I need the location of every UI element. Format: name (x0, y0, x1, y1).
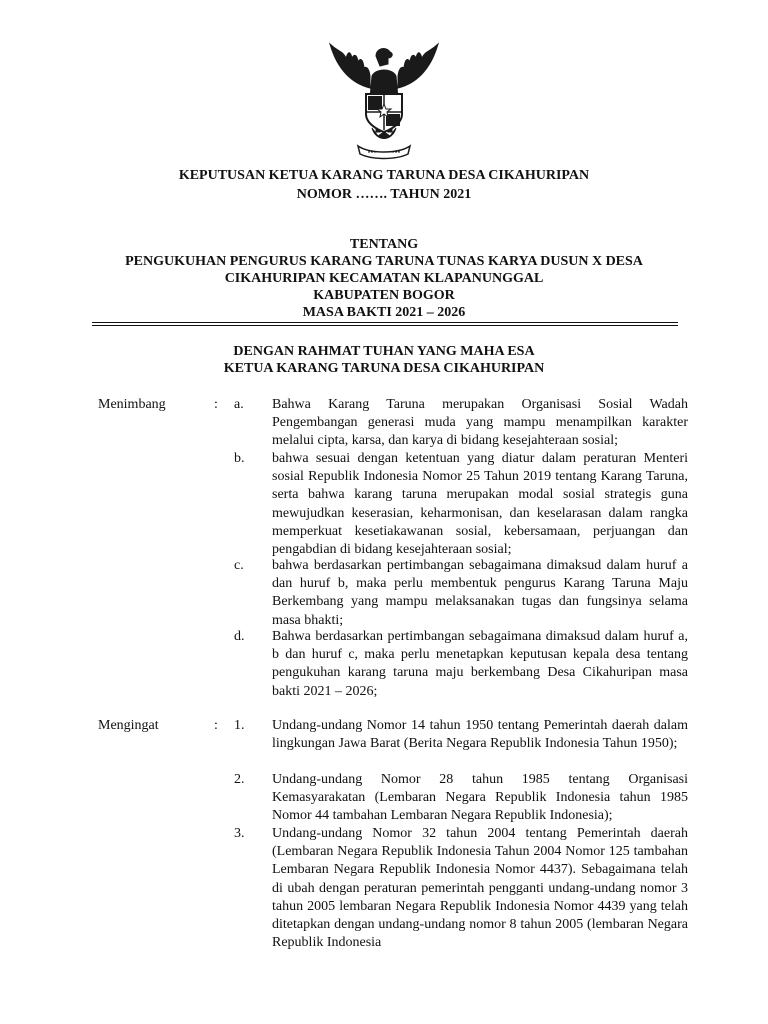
list-item (234, 396, 688, 452)
list-item (234, 450, 688, 560)
list-marker: c. (234, 558, 244, 573)
list-item-text: bahwa sesuai dengan ketentuan yang diatur dalam peraturan Menteri sosial Republik Indonesia Nomor 25 Tahun 2019 tentang Karang Taruna, serta bahwa karang taruna merupakan modal sosial strategis guna mewujudkan keserasian, keharmonisan, dan keselarasan dalam rangka memperkuat kesetiakawanan sosial, kebersamaan, perjuangan dan pengabdian di bidang kesejahteraan sosial; (272, 451, 688, 558)
preamble-line: KETUA KARANG TARUNA DESA CIKAHURIPAN (223, 361, 545, 376)
list-item-text: Bahwa Karang Taruna merupakan Organisasi Sosial Wadah Pengembangan generasi muda yang mampu menampilkan karakter melalui cipta, karsa, dan karya di bidang kesejahteraan sosial; (272, 397, 688, 449)
list-item-text: Undang-undang Nomor 32 tahun 2004 tentang Pemerintah daerah (Lembaran Negara Republik Indonesia Tahun 2004 Nomor 125 tambahan Lembaran Negara Republik Indonesia Nomor 4437). Sebagaimana telah di ubah dengan peraturan pemerintah pengganti undang-undang nomor 3 tahun 2005 lembaran Negara Republik Indonesia Nomor 4439 yang telah ditetapkan dengan undang-undang nomor 8 tahun 2005 (lembaran Negara Republik Indonesia (272, 826, 688, 951)
subject-heading: TENTANG (349, 237, 419, 252)
list-item (234, 717, 688, 773)
list-marker: a. (234, 397, 244, 412)
subject-line: CIKAHURIPAN KECAMATAN KLAPANUNGGAL (224, 271, 544, 286)
document-number: NOMOR ……. TAHUN 2021 (296, 187, 472, 202)
mengingat-colon: : (214, 718, 218, 733)
divider-line (92, 322, 678, 323)
mengingat-label: Mengingat (98, 718, 159, 733)
menimbang-colon: : (214, 397, 218, 412)
list-marker: b. (234, 451, 245, 466)
subject-line: PENGUKUHAN PENGURUS KARANG TARUNA TUNAS KARYA DUSUN X DESA (125, 254, 643, 269)
subject-period: MASA BAKTI 2021 – 2026 (302, 305, 466, 320)
list-item-text: bahwa berdasarkan pertimbangan sebagaimana dimaksud dalam huruf a dan huruf b, maka perlu membentuk pengurus Karang Taruna Maju Berkembang yang mampu melaksanakan tugas dan fungsinya selama masa bhakti; (272, 558, 688, 628)
menimbang-label: Menimbang (98, 397, 166, 412)
list-item (234, 557, 688, 631)
document-title: KEPUTUSAN KETUA KARANG TARUNA DESA CIKAHURIPAN (178, 168, 590, 183)
list-item (234, 825, 688, 955)
list-marker: 3. (234, 826, 245, 841)
list-item (234, 771, 688, 827)
list-item-text: Undang-undang Nomor 28 tahun 1985 tentang Organisasi Kemasyarakatan (Lembaran Negara Republik Indonesia tahun 1985 Nomor 44 tambahan Lembaran Negara Republik Indonesia); (272, 772, 688, 824)
divider-line (92, 325, 678, 326)
list-item-text: Bahwa berdasarkan pertimbangan sebagaimana dimaksud dalam huruf a, b dan huruf c, maka perlu menetapkan keputusan kepala desa tentang pengukuhan karang taruna maju berkembang Desa Cikahuripan masa bakti 2021 – 2026; (272, 629, 688, 699)
list-marker: d. (234, 629, 245, 644)
list-item (234, 628, 688, 702)
preamble-line: DENGAN RAHMAT TUHAN YANG MAHA ESA (233, 344, 535, 359)
list-item-text: Undang-undang Nomor 14 tahun 1950 tentang Pemerintah daerah dalam lingkungan Jawa Barat (Berita Negara Republik Indonesia Tahun 1950); (272, 718, 688, 752)
subject-line: KABUPATEN BOGOR (313, 288, 455, 303)
list-marker: 1. (234, 718, 245, 733)
garuda-emblem-icon (324, 36, 444, 166)
list-marker: 2. (234, 772, 245, 787)
